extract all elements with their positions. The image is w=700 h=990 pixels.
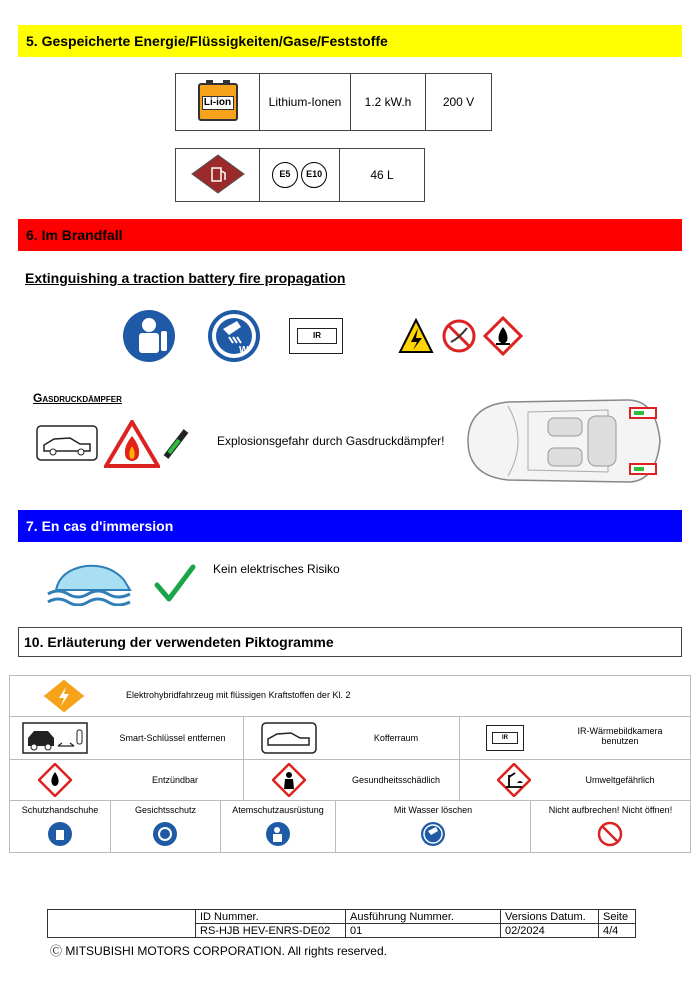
flammable-label: Entzündbar (151, 775, 199, 785)
submerged-vehicle-icon (46, 556, 136, 606)
fuel-grade-cell (260, 149, 340, 202)
section5-header: 5. Gespeicherte Energie/Flüssigkeiten/Gase/Feststoffe (18, 25, 682, 57)
no-prying-icon (441, 318, 477, 354)
gas-strut-icon (161, 426, 191, 462)
hybrid-vehicle-text: Elektrohybridfahrzeug mit flüssigen Kraftstoffen der Kl. 2 (126, 690, 351, 700)
gas-damper-title: Gasdruckdämpfer (33, 391, 122, 405)
document-info-table (47, 909, 636, 938)
respirator-label: Atemschutzausrüstung (232, 805, 324, 815)
face-shield-label: Gesichtsschutz (134, 805, 197, 815)
li-ion-battery-icon (198, 83, 238, 121)
footer-header-id: ID Nummer. (196, 910, 346, 924)
hybrid-vehicle-diamond-icon (42, 678, 86, 714)
checkmark-icon (154, 563, 196, 603)
footer-header-version: Ausführung Nummer. (346, 910, 501, 924)
battery-capacity: 1.2 kW.h (351, 74, 426, 131)
fuel-diamond-icon (190, 154, 246, 194)
footer-id-value: RS-HJB HEV-ENRS-DE02 (196, 924, 346, 938)
face-shield-icon (152, 821, 178, 847)
pictogram-legend (9, 675, 691, 853)
environment-hazard-icon (497, 763, 531, 797)
trunk-label: Kofferraum (373, 733, 419, 743)
smart-key-removal-icon (22, 722, 88, 754)
battery-table (175, 73, 492, 131)
battery-voltage: 200 V (426, 74, 492, 131)
water-extinguish-label: Mit Wasser löschen (393, 805, 473, 815)
legend-row-4 (10, 801, 690, 853)
car-top-view-diagram (458, 392, 668, 490)
footer-page-value: 4/4 (599, 924, 636, 938)
flammable-icon (483, 316, 523, 356)
environment-hazard-label: Umweltgefährlich (585, 775, 655, 785)
extinguish-water-icon (207, 309, 261, 363)
do-not-open-label: Nicht aufbrechen! Nicht öffnen! (548, 805, 673, 815)
li-ion-label: Li-ion (202, 96, 234, 110)
smart-key-label: Smart-Schlüssel entfernen (119, 733, 226, 743)
e5-badge: E5 (272, 162, 298, 188)
legend-row-1 (10, 676, 690, 717)
ir-legend-label: IR (492, 732, 518, 744)
trunk-icon (36, 425, 98, 461)
footer-header-page: Seite (599, 910, 636, 924)
fire-subtitle: Extinguishing a traction battery fire propagation (25, 270, 346, 286)
fuel-volume: 46 L (340, 149, 425, 202)
ir-camera-label: IR-Wärmebildkamera benutzen (577, 726, 663, 746)
fuel-icon-cell (176, 149, 260, 202)
ir-camera-icon (289, 318, 343, 354)
fire-warning-icon (104, 420, 160, 468)
section7-header: 7. En cas d'immersion (18, 510, 682, 542)
section6-header: 6. Im Brandfall (18, 219, 682, 251)
footer-date-value: 02/2024 (501, 924, 599, 938)
gloves-icon (47, 821, 73, 847)
copyright-line (50, 942, 387, 959)
do-not-open-icon (597, 821, 623, 847)
e10-badge: E10 (301, 162, 327, 188)
section10-header: 10. Erläuterung der verwendeten Piktogramme (18, 627, 682, 657)
health-hazard-icon (272, 763, 306, 797)
footer-header-date: Versions Datum. (501, 910, 599, 924)
li-ion-icon-cell (176, 74, 260, 131)
battery-type: Lithium-Ionen (260, 74, 351, 131)
gloves-label: Schutzhandschuhe (21, 805, 99, 815)
legend-row-2 (10, 717, 690, 760)
gas-damper-text: Explosionsgefahr durch Gasdruckdämpfer! (217, 434, 445, 448)
electric-hazard-icon (398, 318, 434, 354)
trunk-legend-icon (261, 722, 317, 754)
copyright-symbol: Ⓒ (50, 944, 63, 958)
footer-version-value: 01 (346, 924, 501, 938)
health-hazard-label: Gesundheitsschädlich (351, 775, 441, 785)
ir-legend-icon (486, 725, 524, 751)
respirator-icon (265, 821, 291, 847)
water-label: W (239, 345, 249, 356)
water-extinguish-icon (420, 821, 446, 847)
legend-row-3 (10, 760, 690, 801)
ir-label: IR (297, 328, 337, 344)
copyright-text: MITSUBISHI MOTORS CORPORATION. All rights reserved. (65, 944, 387, 958)
flammable-legend-icon (38, 763, 72, 797)
immersion-text: Kein elektrisches Risiko (213, 562, 340, 576)
fuel-table (175, 148, 425, 202)
breathing-apparatus-icon (122, 309, 176, 363)
